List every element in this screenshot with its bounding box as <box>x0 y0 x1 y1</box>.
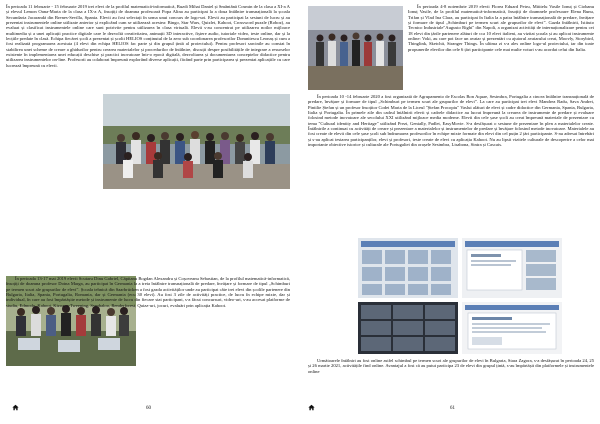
right-paragraph-3: Următoarele întâlniri au fost online astfel schimbul pe termen scurt ale grupurilor de elevi în Bulgaria, Stara Zagora, s-a desfășurat în perioada 24, 25 și 26 martie 2021, activitățile find online. Avantajul a fost că au putut participa 23 de elevi din grupul țintă, s-au împărtășit din platformele și instrumentele online <box>308 358 594 374</box>
page-number-left: 60 <box>146 406 151 411</box>
online-meeting-photo-3 <box>358 302 458 354</box>
online-meeting-photo-4 <box>462 302 562 354</box>
home-icon[interactable] <box>308 404 315 411</box>
meeting-screenshot-3 <box>358 302 458 354</box>
right-paragraph-2: În perioada 10 -14 februarie 2020 a fost organizată de Agrupamento de Escolas Bon Aquae, Sesimbra, Portugalia a cincea întâlnire transnațională de predare, învățare și formare de tipul „Schimburi pe termen scurt ale grupurilor de elevi”. La care au participat trei elevi Mandrea Radu, Sava Andrei, Pintilie Ștefan și un profesor însoțitor Codei Maria de la Liceul "Ștefan Procopiu" Vaslui alături de elevi și cadre didactice din Germania, Spania, Bulgaria, Italia și Portugalia. În primele zile din cadrul întâlnirii elevii și cadrele didactice au lucrat împreună la crearea de instrumente de predare și evaluare folosind metode inovatoare ale secolului XXI utilizând mijloace media moderne. Elevii din cele șase școli au creat împreună materiale de prezentare cu tema "Cultural identity and Heritage" utilizând Prezi, Genially, Padlet, EasyMovie. S-a desfășurat o sesiune de prezentare în plen a materialelor create. Întâlnirile a continuat cu activități de creare și prezentare a materialelor și instrumentelor de predare și învățare folosind metode inovatoare. Materialele au fost create de elevii din cele șase școli sub îndrumarea profesorilor în echipe mixte formate din elevi din cel puțin 2 țări participante. S-au adresat întrebări și s-au aplicat testarea participanților, elevi și profesori, teste create de elevi cu aplicația Kahoot. Nu au lipsit vizitele culturale de descoperire a celor mai importante obiective istorice și culturale ale Portugaliei din orașele Sesimbra, Lisabona, Sintra și Cascais. <box>308 94 594 148</box>
page-number-right: 61 <box>450 406 455 411</box>
right-page <box>300 0 600 424</box>
right-text-middle <box>308 94 594 234</box>
online-meeting-photo-1 <box>358 238 458 298</box>
right-text-bottom <box>308 358 594 386</box>
left-text-bottom <box>6 276 290 386</box>
left-paragraph-1: În perioada 11 februarie - 15 februarie 2019 trei elevi de la profilul matematică-informatică, Buzdi Mihai Daniel și Smântână Cosmin de la clasa a XI-a A și elevul Lemon Oana-Maria de la clasa a IX-a A, însoțiți de doamna profesoară Popa Alina au participat la a doua întâlnire transnațională la școala Secundaria Jacarandá din Brenes-Sevilla, Spania. Elevii au fost selectați în urma unui concurs de logo-uri. Elevii au participat la sesiuni de lucru și au prezentat instrumentele online utilizate anterior și explicând cum se utilizează acestea: Bingo, Star Wars, Quizlet, Kahoot, Crossword puzzle (Roboz), au evaluat și clasificat instrumentele online care sunt potrivite pentru utilizarea în clasa virtuală. Elevii s-au concentrat pe utilizarea noilor mijloace multimedia și a unei aplicații practice digitale care le dezvoltă creativitatea, animații 3D interactive, fișiere audio, tutoriale video, teste online, dar și la lecțiile predate în clasă. Echipa fiecărei școli a prezentat și școlii HELIOS conținutul de la zero sub coordonarea profesorilor Domnitescu Leonaș și cum a fost realizată programarea acestuia (4 elevi din echipa HELIOS fac parte și din grupul țintă al proiectului). Pentru profesori sarcinile au constat în stabilirea unei scheme de creare a ghidurilor pentru crearea materialelor și procedurilor de întâlnire, discuții despre posibilitățile de integrare a resurselor existente în implementarea unei educații deschise și practici inovatoare într-o epocă digitală, dezvoltarea și documentarea conceptelor didactice pentru utilizarea instrumentelor on-line. Profesorii au colaborat împreună explorând diverse aplicații, făcând parte prin participarea și prezentat aplicațiile cu care lucrează împreună cu elevii. <box>6 4 290 68</box>
meeting-screenshot-1 <box>358 238 458 298</box>
group-photo-napoli <box>308 6 403 90</box>
online-meeting-photo-2 <box>462 238 562 298</box>
right-paragraph-1: În perioada 4-8 noiembrie 2019 elevii Florea Eduard Petru, Mititelu Vasile Ionuț și Ciobanu Ionuț Vasile, de la profilul matematică-informatică, însoțiți de doamnele profesoare Elena Bunu, Trifan și Vlad Ina Clara, au participat în Italia la a patra întâlnire transnațională de predare, învățare și formare de tipul „Schimburi pe termen scurt ale grupurilor de elevi”. Gazda întâlnirii, Istituto Tecnico Industriale"Augusto Righi" din Napoli, a organizat activități de internaționalizare pentru cei 18 elevi din țările partenere alături de cca 10 elevi italieni, au vizitat școala și au aplicat instrumente online: Voki, au care pot face un avatar și prezentări cu ajutorul avatarului creat, Moovly, Storybird, Thinglink, Sketchit, Stranger Things. În ultima zi s-a ales online logo-ul proiectului, iar din toate propunerile elevilor din cele 6 țări participante cele mai multe voturi s-au acordat celui din Italia. <box>408 4 594 52</box>
napoli-photo-image <box>308 6 403 90</box>
meeting-screenshot-4 <box>462 302 562 354</box>
left-text-top <box>6 4 290 276</box>
right-text-top <box>408 4 594 88</box>
home-icon[interactable] <box>12 404 19 411</box>
meeting-screenshot-2 <box>462 238 562 298</box>
left-paragraph-2: În perioada 13-17 mai 2019 elevii Scutaru Dinu Gabriel, Căpitanu Bogdan Alexandru și Coșoveanu Sebastian, de la profilul matematică-informatică, însoțiți de doamna profesor Doina Marga, au participat în Germania la a treia întâlnire transnațională de predare, învățare și formare de tipul „Schimburi pe termen scurt ale grupurilor de elevi”. Școala tehnică din Saarbrücken a fost gazda activităților unde au participat câte trei elevi din școlile partenere din Bulgaria, Italia, Spania, Portugalia, Romania, dar și Germania (ecu 30 elevi). Au fost 3 zile de activități practice, de lucru în echipe mixte, dar și individual, în care au fost împărtășite metode și instrumente de lucru din fiecare stat participant, s-a făcut concursuri, video-uri, s-au accesat platforme de studiu, Edmodo, Kahoot, Kizoa, e-Tweening, Symbaloo, Renderforest, Quizz-uri, jocuri, evaluări prin aplicația Kahoot. <box>6 276 290 308</box>
